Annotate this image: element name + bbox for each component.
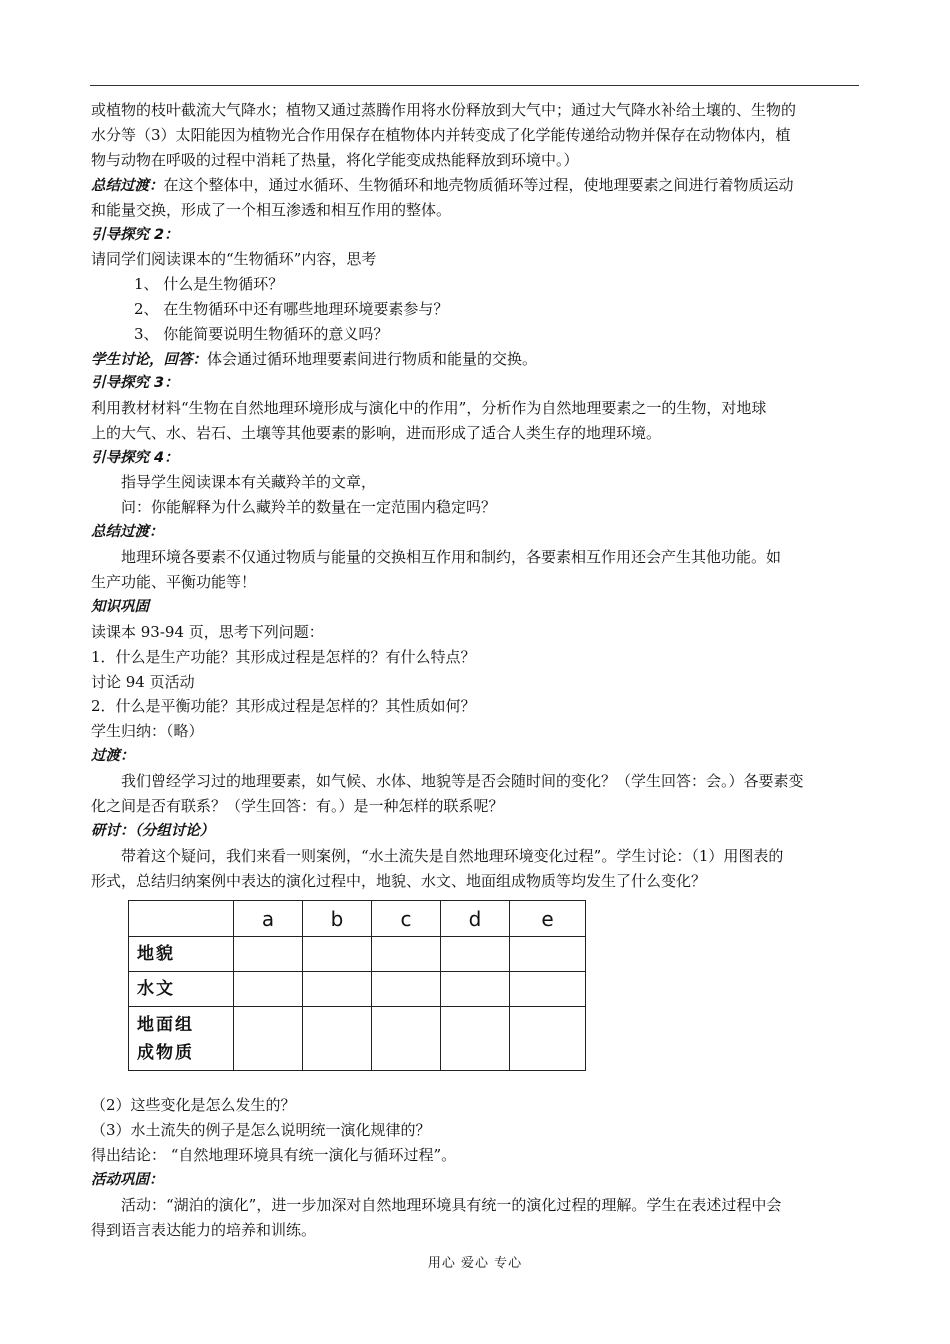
table-cell xyxy=(303,1007,372,1071)
question-item: （2）这些变化是怎么发生的？ xyxy=(91,1096,296,1114)
table-cell xyxy=(372,972,441,1007)
question-item: 3、 你能简要说明生物循环的意义吗？ xyxy=(134,325,389,343)
paragraph-line: 形式，总结归纳案例中表达的演化过程中，地貌、水文、地面组成物质等均发生了什么变化？ xyxy=(91,872,707,890)
column-header: b xyxy=(303,901,372,937)
column-header: c xyxy=(372,901,441,937)
question-item: 1、 什么是生物循环？ xyxy=(134,275,284,293)
paragraph-line: 读课本 93-94 页，思考下列问题： xyxy=(91,623,324,641)
section-heading: 研讨：（分组讨论） xyxy=(91,823,215,839)
section-heading: 过渡： xyxy=(91,748,135,764)
table-cell xyxy=(441,937,510,972)
paragraph-line: 上的大气、水、岩石、土壤等其他要素的影响，进而形成了适合人类生存的地理环境。 xyxy=(91,424,662,442)
discussion-label: 学生讨论，回答： xyxy=(91,352,207,368)
table-cell xyxy=(234,972,303,1007)
discussion-text: 体会通过循环地理要素间进行物质和能量的交换。 xyxy=(207,350,538,368)
paragraph-line: 我们曾经学习过的地理要素，如气候、水体、地貌等是否会随时间的变化？（学生回答：会。）各要素变 xyxy=(121,772,804,790)
paragraph-line: 请同学们阅读课本的“生物循环”内容，思考 xyxy=(91,250,377,268)
column-header: d xyxy=(441,901,510,937)
paragraph-line: 水分等（3）太阳能因为植物光合作用保存在植物体内并转变成了化学能传递给动物并保存在动物体内，植 xyxy=(91,126,791,144)
paragraph-line: 地理环境各要素不仅通过物质与能量的交换相互作用和制约，各要素相互作用还会产生其他功能。如 xyxy=(121,548,782,566)
paragraph-line: 得到语言表达能力的培养和训练。 xyxy=(91,1221,317,1239)
paragraph-line: 活动：“湖泊的演化”，进一步加深对自然地理环境具有统一的演化过程的理解。学生在表述过程中会 xyxy=(121,1196,782,1214)
section-heading: 引导探究 4： xyxy=(91,450,179,466)
table-header-row xyxy=(129,901,586,937)
table-cell xyxy=(510,937,586,972)
row-header-text: 成物质 xyxy=(137,1042,194,1063)
row-header xyxy=(129,972,234,1007)
summary-line xyxy=(91,173,794,198)
table-cell xyxy=(510,972,586,1007)
table-corner-cell xyxy=(129,901,234,937)
question-item: 2、 在生物循环中还有哪些地理环境要素参与？ xyxy=(134,300,449,318)
paragraph-line: 指导学生阅读课本有关藏羚羊的文章， xyxy=(121,473,377,491)
section-heading: 引导探究 2： xyxy=(91,227,179,243)
paragraph-line: 2．什么是平衡功能？其形成过程是怎样的？其性质如何？ xyxy=(91,697,476,715)
question-item: （3）水土流失的例子是怎么说明统一演化规律的？ xyxy=(91,1121,431,1139)
row-header-text: 地面组 xyxy=(137,1014,194,1035)
summary-label: 总结过渡： xyxy=(91,178,164,194)
evolution-table xyxy=(128,900,586,1071)
conclusion-line: 得出结论： “自然地理环境具有统一演化与循环过程”。 xyxy=(91,1146,457,1164)
table-cell xyxy=(234,1007,303,1071)
paragraph-line: 讨论 94 页活动 xyxy=(91,673,195,691)
table-row xyxy=(129,937,586,972)
discussion-line xyxy=(91,347,537,372)
paragraph-line: 1．什么是生产功能？其形成过程是怎样的？有什么特点？ xyxy=(91,648,476,666)
paragraph-line: 利用教材材料“生物在自然地理环境形成与演化中的作用”，分析作为自然地理要素之一的生物，对地球 xyxy=(91,399,767,417)
column-header: a xyxy=(234,901,303,937)
paragraph-line: 带着这个疑问，我们来看一则案例，“水土流失是自然地理环境变化过程”。学生讨论：（1）用图表的 xyxy=(121,847,784,865)
table-cell xyxy=(234,937,303,972)
column-header: e xyxy=(510,901,586,937)
paragraph-line: 化之间是否有联系？（学生回答：有。）是一种怎样的联系呢？ xyxy=(91,797,504,815)
table-cell xyxy=(441,1007,510,1071)
paragraph-line: 问：你能解释为什么藏羚羊的数量在一定范围内稳定吗？ xyxy=(121,498,497,516)
row-header xyxy=(129,1007,234,1071)
page-footer: 用心 爱心 专心 xyxy=(427,1256,523,1271)
paragraph-line: 或植物的枝叶截流大气降水；植物又通过蒸腾作用将水份释放到大气中；通过大气降水补给土壤的、生物的 xyxy=(91,101,797,119)
section-heading: 知识巩固 xyxy=(91,599,149,615)
row-header-text: 地貌 xyxy=(137,944,175,964)
header-rule xyxy=(90,85,859,86)
table-cell xyxy=(441,972,510,1007)
section-heading: 活动巩固： xyxy=(91,1172,164,1188)
row-header xyxy=(129,937,234,972)
paragraph-line: 物与动物在呼吸的过程中消耗了热量，将化学能变成热能释放到环境中。） xyxy=(91,151,579,169)
table-cell xyxy=(303,937,372,972)
table-row xyxy=(129,972,586,1007)
section-heading: 总结过渡： xyxy=(91,524,164,540)
table-cell xyxy=(303,972,372,1007)
table-cell xyxy=(510,1007,586,1071)
paragraph-line: 学生归纳：（略） xyxy=(91,722,204,740)
summary-text: 在这个整体中，通过水循环、生物循环和地壳物质循环等过程，使地理要素之间进行着物质运动 xyxy=(163,176,794,194)
row-header-text: 水文 xyxy=(137,979,175,999)
table-cell xyxy=(372,1007,441,1071)
summary-line: 和能量交换，形成了一个相互渗透和相互作用的整体。 xyxy=(91,201,452,219)
table-row xyxy=(129,1007,586,1071)
section-heading: 引导探究 3： xyxy=(91,375,179,391)
paragraph-line: 生产功能、平衡功能等！ xyxy=(91,573,257,591)
table-cell xyxy=(372,937,441,972)
